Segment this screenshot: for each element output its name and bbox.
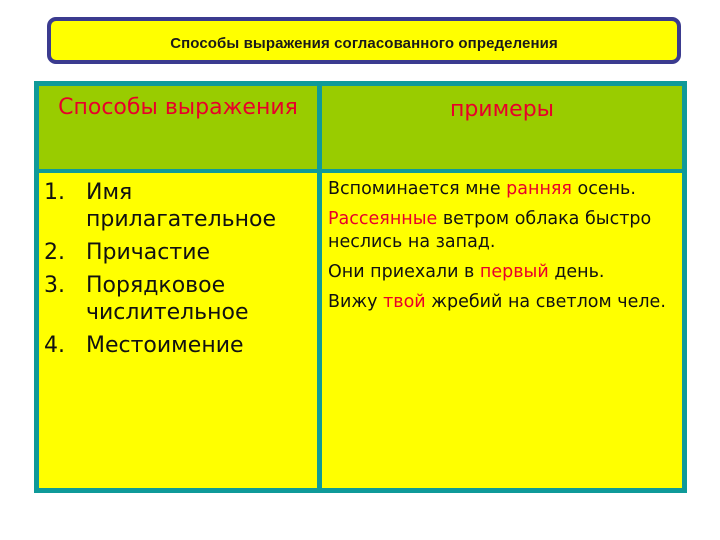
example-text: Вспоминается мне	[328, 179, 507, 199]
list-item-text: Имя прилагательное	[86, 180, 276, 232]
example-sentence	[328, 208, 674, 254]
header-methods: Способы выражения	[58, 95, 298, 120]
examples-list	[322, 173, 682, 314]
list-item-number: 1.	[44, 180, 65, 205]
example-sentence	[328, 291, 674, 314]
slide-title: Способы выражения согласованного определения	[170, 35, 558, 52]
list-item-text: Местоимение	[86, 333, 244, 358]
example-text: Вижу	[328, 292, 384, 312]
list-item-text: Порядковое числительное	[86, 273, 249, 325]
example-text: жребий на светлом челе.	[425, 292, 666, 312]
example-highlight: ранняя	[506, 179, 572, 199]
example-highlight: твой	[383, 292, 426, 312]
list-item	[44, 272, 317, 326]
example-text: ветром облака быстро неслись на запад.	[328, 209, 652, 252]
header-examples: примеры	[449, 97, 555, 122]
example-sentence	[328, 261, 674, 284]
example-text: день.	[548, 262, 605, 282]
methods-cell	[39, 173, 317, 488]
definition-table	[34, 81, 687, 493]
header-cell-methods	[39, 86, 317, 169]
example-text: Они приехали в	[328, 262, 480, 282]
methods-list	[39, 173, 317, 359]
list-item	[44, 239, 317, 266]
list-item-number: 2.	[44, 240, 65, 265]
list-item-text: Причастие	[86, 240, 211, 265]
list-item	[44, 332, 317, 359]
list-item	[44, 179, 317, 233]
examples-cell	[322, 173, 682, 488]
header-cell-examples	[322, 86, 682, 169]
example-text: осень.	[571, 179, 636, 199]
title-banner	[47, 17, 681, 64]
example-sentence	[328, 178, 674, 201]
list-item-number: 3.	[44, 273, 65, 298]
example-highlight: первый	[479, 262, 549, 282]
example-highlight: Рассеянные	[328, 209, 438, 229]
list-item-number: 4.	[44, 333, 65, 358]
